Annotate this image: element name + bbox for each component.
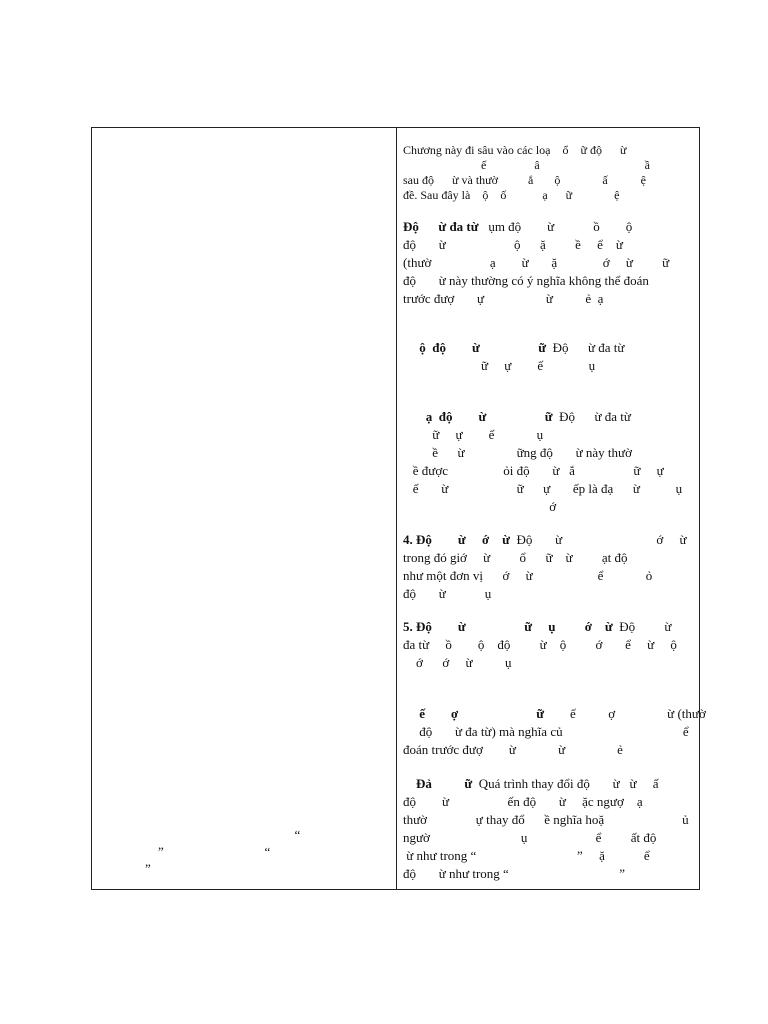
section-line: ề ừ ững độ ừ này thườ [403, 445, 632, 460]
section-text: ụm độ ừ ồ ộ [478, 219, 633, 234]
section-line: thườ ự thay đổ ề nghĩa hoặ ủ [403, 812, 689, 827]
section-line [403, 776, 659, 792]
section-line: độ ừ ến độ ừ ặc ngượ ạ [403, 794, 643, 809]
section-line: ế ừ ữ ự ếp là đạ ừ ụ [403, 481, 683, 496]
section-heading: Độ ừ đa từ [403, 219, 479, 234]
section-line: độ ừ này thường có ý nghĩa không thể đoán [403, 273, 649, 288]
section-line: ừ như trong “ ” ặ ể [403, 848, 650, 863]
section-line: độ ừ đa từ) mà nghĩa củ ể [403, 724, 689, 739]
intro-line: sau độ ừ và thườ ắ ộ ấ ệ [403, 173, 646, 187]
section-line [403, 706, 706, 722]
section-line: trong đó giớ ừ ổ ữ ừ ạt độ [403, 550, 628, 565]
section-line: độ ừ như trong “ ” [403, 866, 626, 881]
section-line: (thườ ạ ừ ặ ớ ừ ữ [403, 255, 670, 270]
intro-line: Chương này đi sâu vào các loạ ổ ữ độ ừ [403, 143, 627, 157]
intro-line: ế â ầ [403, 158, 650, 172]
section-text: Độ ừ ớ ừ [509, 532, 687, 547]
section-heading: 5. Độ ừ ữ ụ ớ ừ [403, 619, 613, 634]
document-table [91, 127, 706, 890]
section-heading: ế ợ ữ [403, 706, 545, 721]
section-text: Độ ừ [612, 619, 672, 634]
right-column [397, 128, 706, 889]
section-text: Độ ừ đa từ [546, 340, 625, 355]
section-line: ớ [403, 499, 557, 514]
left-text-line: “ [132, 827, 301, 842]
section-line [403, 409, 631, 425]
section-line: độ ừ ụ [403, 586, 492, 601]
section-line: như một đơn vị ớ ừ ể ỏ [403, 568, 653, 583]
section-heading: ạ độ ừ ữ [403, 409, 553, 424]
section-heading: 4. Độ ừ ớ ừ [403, 532, 510, 547]
section-line: ngườ ụ ể ất độ [403, 830, 657, 845]
left-column [92, 128, 397, 889]
section-line: đa từ ồ ộ độ ừ ộ ớ ể ừ ộ [403, 637, 677, 652]
section-line [403, 219, 632, 235]
section-heading: Đả ữ [403, 776, 473, 791]
left-text-line: ” “ [132, 844, 271, 859]
section-text: Quá trình thay đổi độ ừ ừ ấ [472, 776, 659, 791]
section-line: ề được ỏi độ ừ ắ ữ ự [403, 463, 664, 478]
intro-line: đề. Sau đây là ộ ố ạ ữ ệ [403, 188, 620, 202]
section-line: trước đượ ự ừ ẻ ạ [403, 291, 604, 306]
section-text: ế ợ ừ (thườ [544, 706, 706, 721]
section-line: ữ ự ế ụ [403, 358, 596, 373]
section-line [403, 340, 624, 356]
section-line: đoán trước đượ ừ ừ ẻ [403, 742, 623, 757]
section-line: ớ ớ ừ ụ [403, 655, 512, 670]
left-text-line: ” [132, 861, 151, 876]
section-line: ữ ự ế ụ [403, 427, 544, 442]
section-text: Độ ừ đa từ [552, 409, 631, 424]
section-heading: ộ độ ừ ữ [403, 340, 547, 355]
section-line [403, 619, 671, 635]
section-line [403, 532, 687, 548]
section-line: độ ừ ộ ặ ề ể ừ [403, 237, 623, 252]
